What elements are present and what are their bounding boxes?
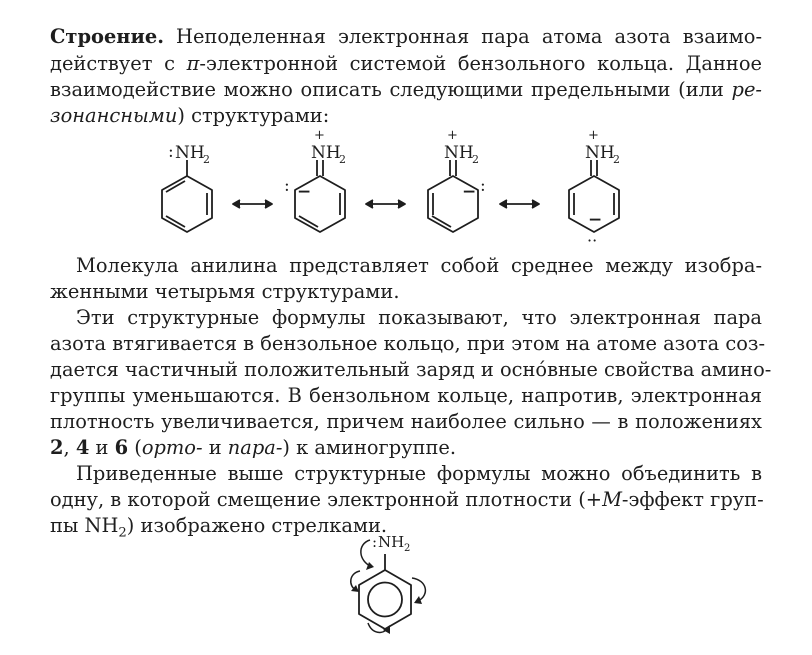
curved-arrow-left [351,571,360,590]
para1-line1: Строение. Неподеленная электронная пара атома азота взаимо- [50,25,762,48]
plus-charge-2: + [314,128,325,143]
carbanion-pair-2: : [284,176,290,196]
para1-line2: действует с π-электронной системой бензольного кольца. Данное [50,52,762,75]
final-nh2-subscript: 2 [404,543,411,554]
nh2-subscript-3: 2 [472,153,479,166]
curved-arrow-lone-pair [361,540,372,567]
curved-arrow-right [412,578,425,601]
resonance-arrow-3-right-head [532,200,539,208]
lone-pair-1: : [168,142,174,162]
resonance-arrow-1-left-head [233,200,240,208]
para4-line2: одну, в которой смещение электронной плотности (+M-эффект груп- [50,488,764,511]
minus-charge-4: − [588,210,603,230]
resonance-structures-diagram [0,0,812,250]
plus-charge-3: + [447,128,458,143]
structure-ortho-carbanion [284,128,346,232]
resonance-arrow-1-right-head [265,200,272,208]
resonance-arrow-2-right-head [398,200,405,208]
structure-second-ortho-carbanion [428,128,486,232]
para4-line3: пы $NH_2$) изображено стрелками. [50,514,388,541]
plus-charge-4: + [588,128,599,143]
nh2-label-3: NH [444,143,474,163]
para4-line1: Приведенные выше структурные формулы можно объединить в [76,462,762,485]
para3-line3: дается частичный положительный заряд и осно́вные свойства амино- [50,358,772,381]
curved-arrow-left-head [351,585,359,592]
resonance-arrow-2-left-head [366,200,373,208]
section-heading: Строение. [50,25,164,48]
aniline-ring [359,554,411,629]
para1-line4: зонансными) структурами: [50,104,330,127]
curved-arrow-right-head [414,596,422,604]
para2-line1: Молекула анилина представляет собой среднее между изобра- [76,254,762,277]
nh2-label-1: NH [175,143,205,163]
nh2-label-2: NH [311,143,341,163]
nh2-label-4: NH [585,143,615,163]
resonance-arrow-3-left-head [500,200,507,208]
para3-line2: азота втягивается в бензольное кольцо, при этом на атоме азота соз- [50,332,766,355]
curved-arrow-bottom-head [383,625,390,634]
carbanion-pair-3: : [480,176,486,196]
structure-aniline [162,142,212,232]
structure-para-carbanion [569,128,620,250]
minus-charge-2: − [297,182,312,202]
para3-line5: плотность увеличивается, причем наиболее сильно — в положениях [50,410,762,433]
para3-line6: 2, 4 и 6 (орто- и пара-) к аминогруппе. [50,436,457,459]
para1-line3: взаимодействие можно описать следующими предельными (или ре- [50,78,762,101]
para3-line4: группы уменьшаются. В бензольном кольце, напротив, электронная [50,384,762,407]
final-nh2-label: NH [378,533,405,551]
bottom-pair-4: ·· [587,231,598,250]
curved-arrow-bottom [368,623,388,632]
minus-charge-3: − [462,182,477,202]
para3-line1: Эти структурные формулы показывают, что электронная пара [76,306,762,329]
nh2-subscript-4: 2 [613,153,620,166]
final-lone-pair: : [372,533,378,551]
nh2-subscript-1: 2 [203,153,210,166]
para2-line2: женными четырьмя структурами. [50,280,400,303]
nh2-subscript-2: 2 [339,153,346,166]
curved-arrow-lone-pair-head [366,562,374,570]
